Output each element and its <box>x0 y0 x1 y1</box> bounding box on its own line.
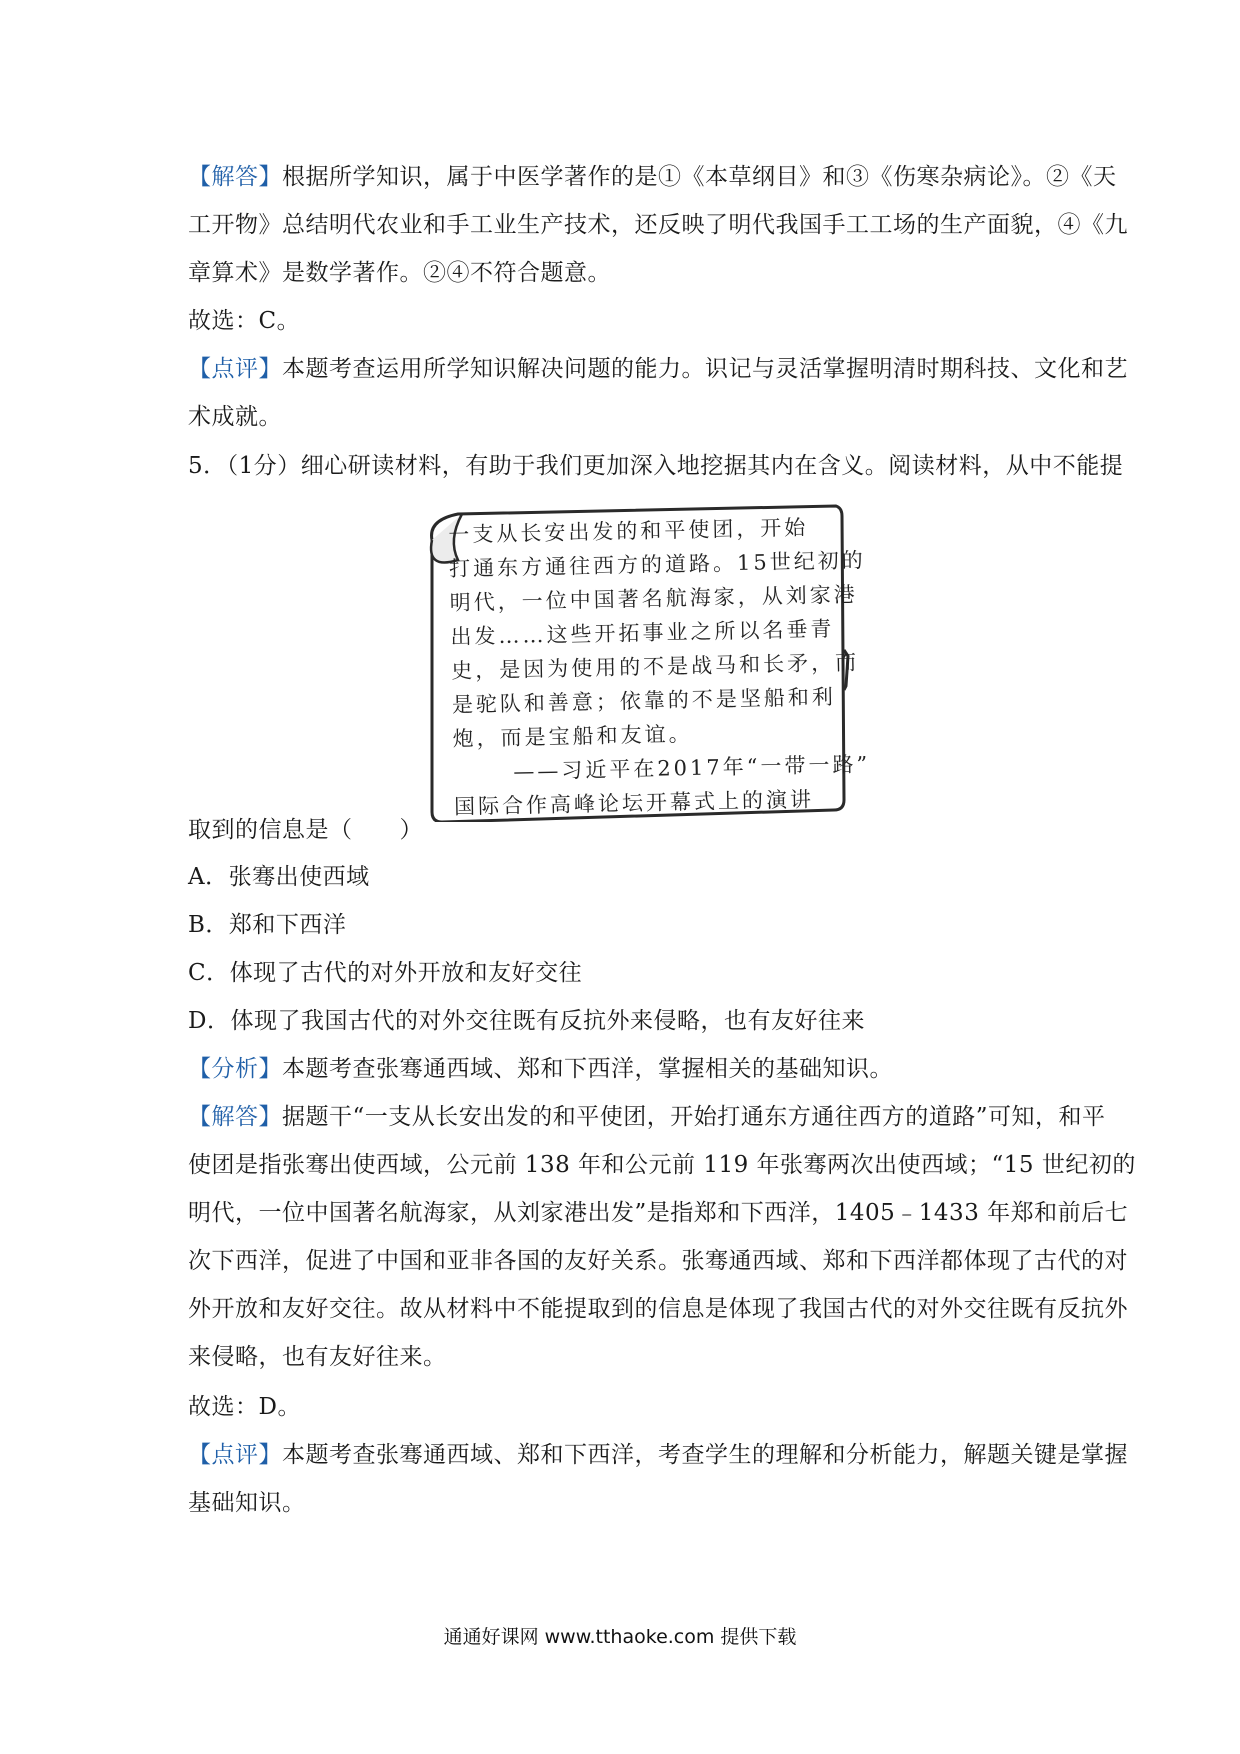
analysis-tag: 【分析】 <box>188 1056 282 1082</box>
option-b: B．郑和下西洋 <box>188 912 347 938</box>
material-line: 打通东方通往西方的道路。15世纪初的 <box>448 548 866 581</box>
q4-answer-line1: 【解答】根据所学知识，属于中医学著作的是①《本草纲目》和③《伤寒杂病论》。②《天 <box>188 164 1117 190</box>
comment-tag: 【点评】 <box>188 1442 282 1468</box>
q4-answer-line3: 章算术》是数学著作。②④不符合题意。 <box>188 260 611 286</box>
material-text <box>448 510 871 824</box>
q5-comment-line1: 【点评】本题考查张骞通西域、郑和下西洋，考查学生的理解和分析能力，解题关键是掌握 <box>188 1442 1128 1468</box>
q4-comment-line1: 【点评】本题考查运用所学知识解决问题的能力。识记与灵活掌握明清时期科技、文化和艺 <box>188 356 1128 382</box>
comment-tag: 【点评】 <box>188 356 282 382</box>
material-line: 是驼队和善意；依靠的不是坚船和利 <box>451 684 837 717</box>
material-signature: ——习近平在2017年“一带一路” <box>513 752 871 784</box>
material-quote-box <box>418 500 871 822</box>
material-line: 史，是因为使用的不是战马和长矛，而 <box>450 650 860 683</box>
option-a: A．张骞出使西域 <box>188 864 370 890</box>
material-line: 炮，而是宝船和友谊。 <box>452 721 693 751</box>
material-line: 一支从长安出发的和平使团，开始 <box>448 515 809 547</box>
q5-answer-line3: 明代，一位中国著名航海家，从刘家港出发”是指郑和下西洋，1405﹣1433 年郑和前后七 <box>188 1200 1129 1226</box>
q5-comment-line2: 基础知识。 <box>188 1490 306 1516</box>
q5-stem-line1: 5．（1分）细心研读材料，有助于我们更加深入地挖据其内在含义。阅读材料，从中不能提 <box>188 453 1124 479</box>
q4-choice: 故选：C。 <box>188 308 301 334</box>
q5-answer-line6: 来侵略，也有友好往来。 <box>188 1344 447 1370</box>
option-d: D．体现了我国古代的对外交往既有反抗外来侵略，也有友好往来 <box>188 1008 865 1034</box>
q5-answer-line5: 外开放和友好交往。故从材料中不能提取到的信息是体现了我国古代的对外交往既有反抗外 <box>188 1296 1128 1322</box>
answer-tag: 【解答】 <box>188 1104 282 1130</box>
q5-answer-line1: 【解答】据题干“一支从长安出发的和平使团，开始打通东方通往西方的道路”可知，和平 <box>188 1104 1106 1130</box>
q5-choice: 故选：D。 <box>188 1394 301 1420</box>
q5-analysis: 【分析】本题考查张骞通西域、郑和下西洋，掌握相关的基础知识。 <box>188 1056 893 1082</box>
q4-answer-line2: 工开物》总结明代农业和手工业生产技术，还反映了明代我国手工工场的生产面貌，④《九 <box>188 212 1128 238</box>
material-signature-2: 国际合作高峰论坛开幕式上的演讲 <box>453 787 815 819</box>
material-line: 出发……这些开拓事业之所以名垂青 <box>450 616 835 649</box>
q5-answer-line4: 次下西洋，促进了中国和亚非各国的友好关系。张骞通西域、郑和下西洋都体现了古代的对 <box>188 1248 1128 1274</box>
q5-stem-line2: 取到的信息是（ ） <box>188 817 423 843</box>
q5-answer-line2: 使团是指张骞出使西域，公元前 138 年和公元前 119 年张骞两次出使西域；“15 世纪初的 <box>188 1152 1136 1178</box>
page-footer: 通通好课网 www.tthaoke.com 提供下载 <box>443 1626 797 1648</box>
q4-comment-line2: 术成就。 <box>188 404 282 430</box>
option-c: C．体现了古代的对外开放和友好交往 <box>188 960 583 986</box>
material-line: 明代，一位中国著名航海家，从刘家港 <box>449 582 858 615</box>
answer-tag: 【解答】 <box>188 164 282 190</box>
